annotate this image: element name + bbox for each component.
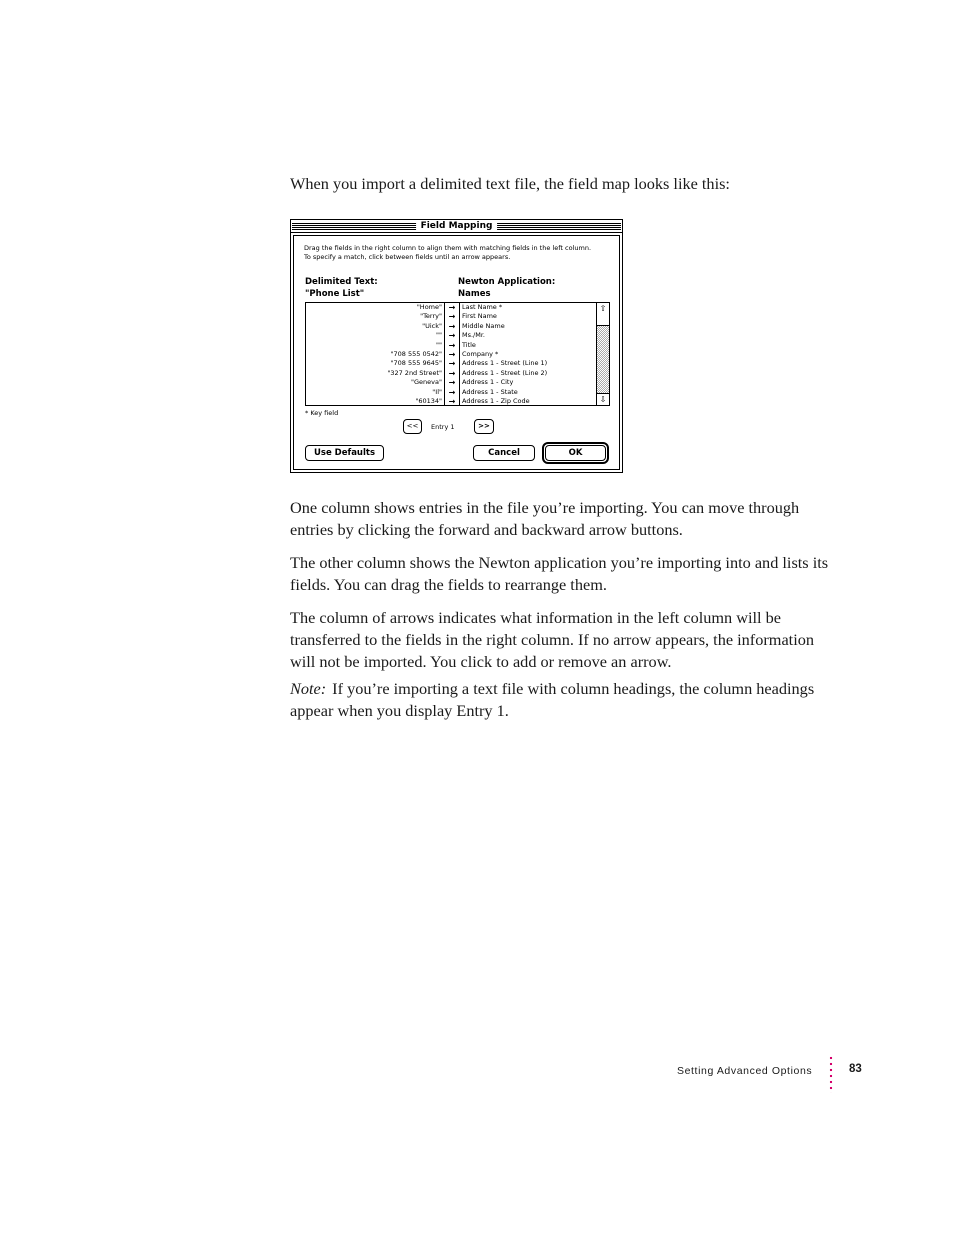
dialog-instructions: Drag the fields in the right column to align them with matching fields in the left column. To specify a match, click between fields until an arrow appears.	[304, 244, 592, 261]
mapping-arrow-icon[interactable]: →	[448, 340, 456, 350]
newton-field[interactable]: Address 1 - State	[462, 387, 518, 396]
newton-field[interactable]: Address 1 - City	[462, 378, 514, 387]
left-value: "Uick"	[422, 321, 442, 330]
left-value: "708 555 0542"	[390, 349, 442, 358]
field-mapping-dialog	[290, 219, 623, 473]
cancel-button[interactable]: Cancel	[473, 445, 535, 461]
scroll-down-arrow-icon[interactable]: ⇩	[597, 393, 609, 405]
entry-label: Entry 1	[431, 423, 455, 431]
right-column-heading: Newton Application:	[458, 277, 556, 287]
newton-fields-column	[460, 303, 595, 405]
key-field-note: * Key field	[305, 409, 339, 417]
note-label: Note:	[290, 679, 327, 698]
footer-dotted-rule	[829, 1055, 833, 1093]
mapping-arrow-icon[interactable]: →	[448, 321, 456, 331]
newton-field[interactable]: Middle Name	[462, 321, 505, 330]
field-map-list[interactable]	[305, 302, 610, 406]
left-value: "708 555 9645"	[390, 359, 442, 368]
paragraph-arrows: The column of arrows indicates what information in the left column will be transferred to the fields in the right column. If no arrow appears, the information will not be imported. You click to add or remove an arrow.	[290, 608, 814, 671]
newton-field[interactable]: First Name	[462, 312, 497, 321]
mapping-arrow-icon[interactable]: →	[448, 378, 456, 388]
left-value: ""	[436, 331, 442, 340]
mapping-arrows-column	[445, 303, 460, 405]
intro-text: When you import a delimited text file, the field map looks like this:	[290, 174, 730, 193]
scroll-thumb[interactable]	[597, 314, 609, 326]
left-column-heading: Delimited Text:	[305, 277, 378, 287]
mapping-arrow-icon[interactable]: →	[448, 359, 456, 369]
left-column-subheading: "Phone List"	[305, 289, 365, 299]
newton-field[interactable]: Address 1 - Street (Line 2)	[462, 368, 548, 377]
mapping-arrow-icon[interactable]: →	[448, 349, 456, 359]
newton-field[interactable]: Address 1 - Zip Code	[462, 396, 530, 405]
scroll-up-arrow-icon[interactable]: ⇧	[597, 303, 609, 315]
newton-field[interactable]: Title	[462, 340, 476, 349]
delimited-values-column	[306, 303, 445, 405]
dialog-title: Field Mapping	[416, 221, 498, 232]
left-value: "Terry"	[420, 312, 442, 321]
previous-entry-button[interactable]: <<	[403, 419, 422, 434]
mapping-arrow-icon[interactable]: →	[448, 396, 456, 406]
mapping-arrow-icon[interactable]: →	[448, 387, 456, 397]
mapping-arrow-icon[interactable]: →	[448, 331, 456, 341]
vertical-scrollbar[interactable]	[596, 303, 609, 405]
newton-field[interactable]: Company *	[462, 349, 499, 358]
left-value: ""	[436, 340, 442, 349]
newton-field[interactable]: Last Name *	[462, 303, 503, 311]
dialog-titlebar[interactable]	[291, 220, 622, 233]
left-value: "60134"	[415, 396, 442, 405]
footer-section-title: Setting Advanced Options	[677, 1065, 813, 1077]
mapping-arrow-icon[interactable]: →	[448, 368, 456, 378]
left-value: "Il"	[432, 387, 442, 396]
next-entry-button[interactable]: >>	[474, 419, 494, 434]
left-value: "Geneva"	[411, 378, 442, 387]
paragraph-newton-column: The other column shows the Newton application you’re importing into and lists its fields. You can drag the fields to rearrange them.	[290, 553, 829, 594]
mapping-arrow-icon[interactable]: →	[448, 303, 456, 312]
left-value: "327 2nd Street"	[387, 368, 442, 377]
left-value: "Home"	[416, 303, 442, 311]
note-paragraph	[290, 678, 835, 722]
paragraph-columns: One column shows entries in the file you’re importing. You can move through entries by clicking the forward and backward arrow buttons.	[290, 498, 800, 539]
note-text: If you’re importing a text file with column headings, the column headings appear when you display Entry 1.	[290, 679, 815, 720]
newton-field[interactable]: Ms./Mr.	[462, 331, 486, 340]
mapping-arrow-icon[interactable]: →	[448, 312, 456, 322]
ok-button[interactable]: OK	[545, 445, 606, 461]
use-defaults-button[interactable]: Use Defaults	[305, 445, 384, 461]
page-number: 83	[849, 1063, 862, 1075]
newton-field[interactable]: Address 1 - Street (Line 1)	[462, 359, 548, 368]
right-column-subheading: Names	[458, 289, 491, 299]
